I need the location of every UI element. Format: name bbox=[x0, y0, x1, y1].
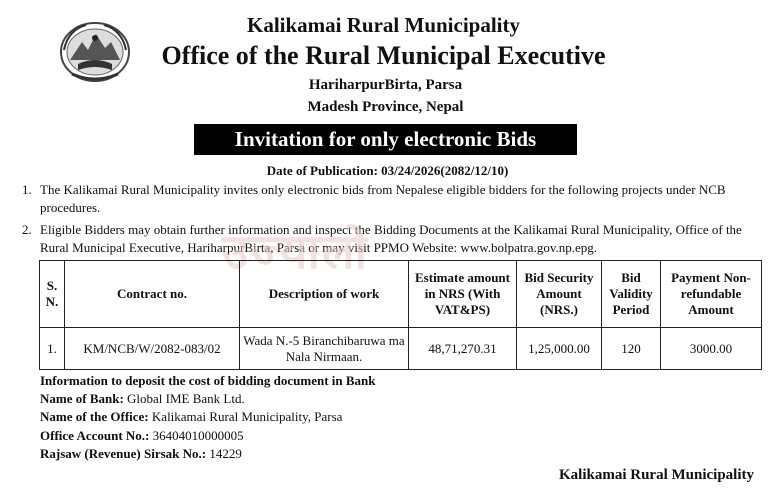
footer-signature: Kalikamai Rural Municipality bbox=[558, 467, 754, 483]
publication-date: Date of Publication: 03/24/2026(2082/12/10) bbox=[266, 163, 509, 178]
deposit-heading: Information to deposit the cost of bidding document in Bank bbox=[40, 373, 376, 388]
cell-contract-no: KM/NCB/W/2082-083/02 bbox=[65, 328, 240, 370]
account-value: 36404010000005 bbox=[152, 428, 244, 443]
rajsaw-label: Rajsaw (Revenue) Sirsak No.: bbox=[40, 446, 207, 461]
paragraph-text: Eligible Bidders may obtain further information and inspect the Bidding Documents at the Kalikamai Rural Municipality, Office of the Rural Municipal Executive, HariharpurBirta, Parsa or may visit PPMO Website: www.bolpatra.gov.np.epg. bbox=[40, 222, 742, 255]
rajsaw-line bbox=[40, 444, 242, 463]
bank-label: Name of Bank: bbox=[40, 391, 124, 406]
notice-banner: Invitation for only electronic Bids bbox=[194, 124, 577, 155]
paragraph-1 bbox=[22, 181, 762, 217]
account-label: Office Account No.: bbox=[40, 428, 150, 443]
office-label: Name of the Office: bbox=[40, 409, 149, 424]
header-sn: S. N. bbox=[40, 261, 65, 328]
bids-table bbox=[39, 260, 762, 370]
cell-bid-security: 1,25,000.00 bbox=[517, 328, 602, 370]
paragraph-number: 2. bbox=[22, 222, 32, 237]
watermark-logo: उज्यालो bbox=[222, 224, 370, 280]
header-payment: Payment Non-refundable Amount bbox=[661, 261, 762, 328]
header-estimate: Estimate amount in NRS (With VAT&PS) bbox=[409, 261, 517, 328]
header-description: Description of work bbox=[240, 261, 409, 328]
address-line-1: HariharpurBirta, Parsa bbox=[308, 77, 463, 93]
address-line-2: Madesh Province, Nepal bbox=[307, 99, 464, 115]
cell-estimate: 48,71,270.31 bbox=[409, 328, 517, 370]
header-contract-no: Contract no. bbox=[65, 261, 240, 328]
rajsaw-value: 14229 bbox=[209, 446, 242, 461]
paragraph-text: The Kalikamai Rural Municipality invites only electronic bids from Nepalese eligible bidders for the following projects under NCB procedures. bbox=[40, 182, 726, 215]
bank-name-line bbox=[40, 389, 245, 408]
table-header-row bbox=[40, 261, 762, 328]
header-validity: Bid Validity Period bbox=[602, 261, 661, 328]
office-value: Kalikamai Rural Municipality, Parsa bbox=[151, 409, 343, 424]
cell-description: Wada N.-5 Biranchibaruwa ma Nala Nirmaan. bbox=[240, 328, 409, 370]
cell-payment: 3000.00 bbox=[661, 328, 762, 370]
bank-value: Global IME Bank Ltd. bbox=[127, 391, 245, 406]
municipality-name: Kalikamai Rural Municipality bbox=[246, 13, 521, 37]
table-row bbox=[40, 328, 762, 370]
cell-sn: 1. bbox=[40, 328, 65, 370]
header-bid-security: Bid Security Amount (NRS.) bbox=[517, 261, 602, 328]
office-title: Office of the Rural Municipal Executive bbox=[161, 41, 606, 70]
cell-validity: 120 bbox=[602, 328, 661, 370]
office-name-line bbox=[40, 407, 342, 426]
account-line bbox=[40, 426, 244, 445]
paragraph-number: 1. bbox=[22, 182, 32, 197]
